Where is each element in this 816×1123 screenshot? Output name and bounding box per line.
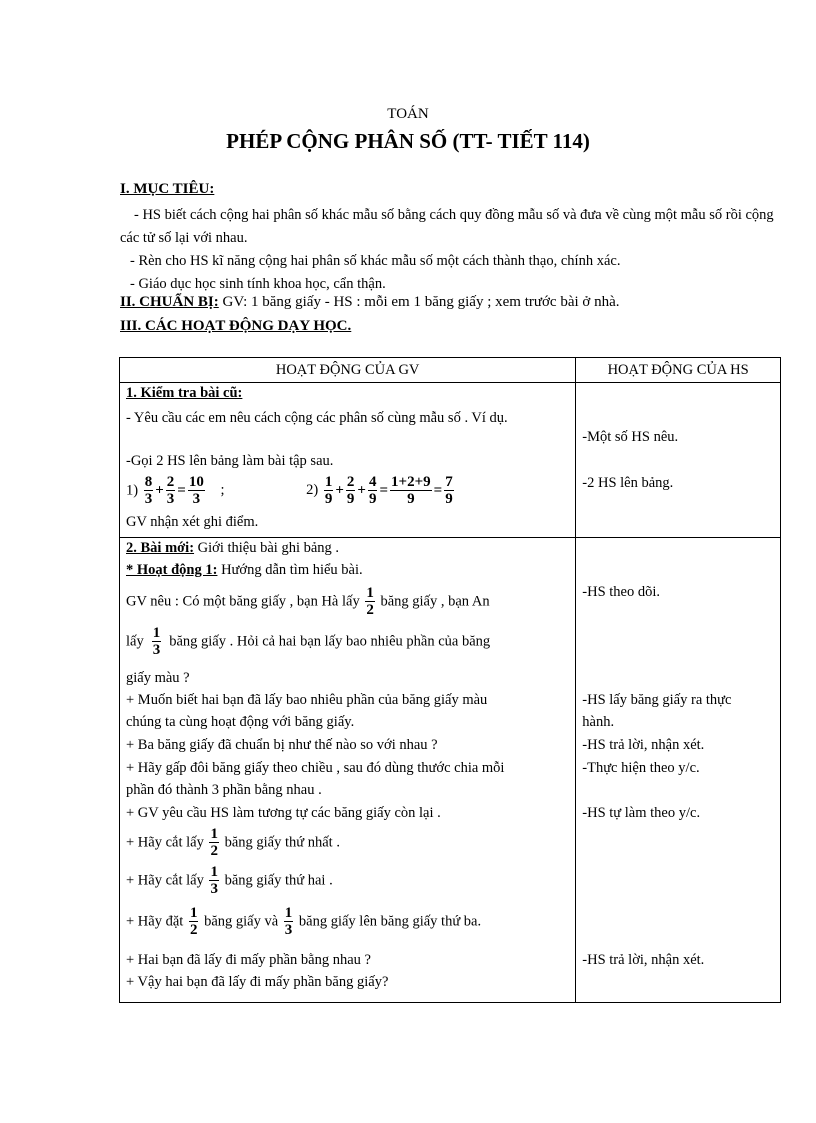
lesson-title: PHÉP CỘNG PHÂN SỐ (TT- TIẾT 114) — [226, 129, 590, 153]
student-response: -HS tự làm theo y/c. — [582, 805, 701, 821]
objective-item: - Giáo dục học sinh tính khoa học, cẩn thận. — [130, 276, 386, 292]
lesson-line: + Hãy cắt lấy $\frac{1}{2}$ băng giấy thứ nhất . — [126, 826, 340, 859]
fraction: $\frac{2}{3}$ — [166, 474, 175, 507]
lesson-line: lấy $\frac{1}{3}$ băng giấy . Hỏi cả hai bạn lấy bao nhiêu phần của băng — [126, 625, 491, 658]
lesson-line: phần đó thành 3 phần bằng nhau . — [126, 782, 322, 798]
new-lesson-heading: 2. Bài mới: Giới thiệu bài ghi bảng . — [126, 540, 340, 556]
objective-item: - HS biết cách cộng hai phân số khác mẫu số bằng cách quy đồng mẫu số và đưa về cùng một mẫu số rồi cộng các tử số lại với nhau. — [120, 207, 774, 246]
student-response: -HS lấy băng giấy ra thực — [582, 692, 732, 708]
review-heading: 1. Kiểm tra bài cũ: — [126, 385, 243, 401]
student-response: -HS trả lời, nhận xét. — [582, 952, 705, 968]
fraction: $\frac{4}{9}$ — [368, 474, 377, 507]
lesson-line: + Hãy gấp đôi băng giấy theo chiều , sau đó dùng thước chia mỗi — [126, 760, 505, 776]
fraction: $\frac{7}{9}$ — [445, 474, 453, 507]
objectives-list — [120, 204, 780, 296]
fraction: $\frac{2}{9}$ — [346, 474, 355, 507]
section-objectives-heading: I. MỤC TIÊU: — [120, 181, 215, 197]
section-activities-heading: III. CÁC HOẠT ĐỘNG DẠY HỌC. — [120, 318, 352, 334]
student-response: -Một số HS nêu. — [582, 429, 679, 445]
review-student-cell — [576, 383, 781, 538]
lesson-line: + Vậy hai bạn đã lấy đi mấy phần băng giấy? — [126, 974, 389, 990]
column-header-student: HOẠT ĐỘNG CỦA HS — [576, 358, 781, 383]
lesson-line: chúng ta cùng hoạt động với băng giấy. — [126, 714, 355, 730]
new-lesson-teacher-cell — [120, 538, 576, 1003]
new-lesson-student-cell — [576, 538, 781, 1003]
fraction: $\frac{8}{3}$ — [144, 474, 153, 507]
fraction: $\frac{1}{9}$ — [324, 474, 333, 507]
activity-heading: * Hoạt động 1: Hướng dẫn tìm hiểu bài. — [126, 562, 363, 578]
lesson-line: GV nêu : Có một băng giấy , bạn Hà lấy $\frac{1}{2}$ băng giấy , bạn An — [126, 585, 490, 618]
review-exercises: 1) $\frac{8}{3}$ + $\frac{2}{3}$ = $\frac{10}{3}$ ; 2) $\frac{1}{9}$ + $\frac{2}{9}$ + $\frac{4}{9}$ = $\frac{1+2+9}{9}$ = $\frac{7}{9}$ — [126, 474, 453, 507]
student-response: -2 HS lên bảng. — [582, 475, 674, 491]
student-response: -HS theo dõi. — [582, 584, 660, 600]
lesson-line: giấy màu ? — [126, 670, 190, 686]
fraction: $\frac{1+2+9}{9}$ — [391, 474, 431, 507]
lesson-line: + Hai bạn đã lấy đi mấy phần bằng nhau ? — [126, 952, 371, 968]
student-response: -HS trả lời, nhận xét. — [582, 737, 705, 753]
lesson-line: + Hãy cắt lấy $\frac{1}{3}$ băng giấy thứ hai . — [126, 864, 333, 897]
student-response: -Thực hiện theo y/c. — [582, 760, 700, 776]
section-preparation: II. CHUẨN BỊ: GV: 1 băng giấy - HS : mỗi em 1 băng giấy ; xem trước bài ở nhà. — [120, 294, 620, 310]
review-line: -Gọi 2 HS lên bảng làm bài tập sau. — [126, 453, 334, 469]
column-header-teacher: HOẠT ĐỘNG CỦA GV — [120, 358, 576, 383]
lesson-line: + GV yêu cầu HS làm tương tự các băng giấy còn lại . — [126, 805, 441, 821]
fraction: $\frac{10}{3}$ — [188, 474, 204, 507]
subject-heading: TOÁN — [387, 106, 429, 122]
review-teacher-cell — [120, 383, 576, 538]
lesson-line: + Hãy đặt $\frac{1}{2}$ băng giấy và $\frac{1}{3}$ băng giấy lên băng giấy thứ ba. — [126, 905, 482, 938]
review-line: - Yêu cầu các em nêu cách cộng các phân số cùng mẫu số . Ví dụ. — [126, 410, 508, 426]
lesson-line: + Ba băng giấy đã chuẩn bị như thế nào so với nhau ? — [126, 737, 438, 753]
review-line: GV nhận xét ghi điểm. — [126, 514, 259, 530]
lesson-line: + Muốn biết hai bạn đã lấy bao nhiêu phần của băng giấy màu — [126, 692, 488, 708]
objective-item: - Rèn cho HS kĩ năng cộng hai phân số khác mẫu số một cách thành thạo, chính xác. — [130, 253, 621, 269]
student-response: hành. — [582, 714, 615, 730]
activities-table — [119, 357, 781, 1003]
